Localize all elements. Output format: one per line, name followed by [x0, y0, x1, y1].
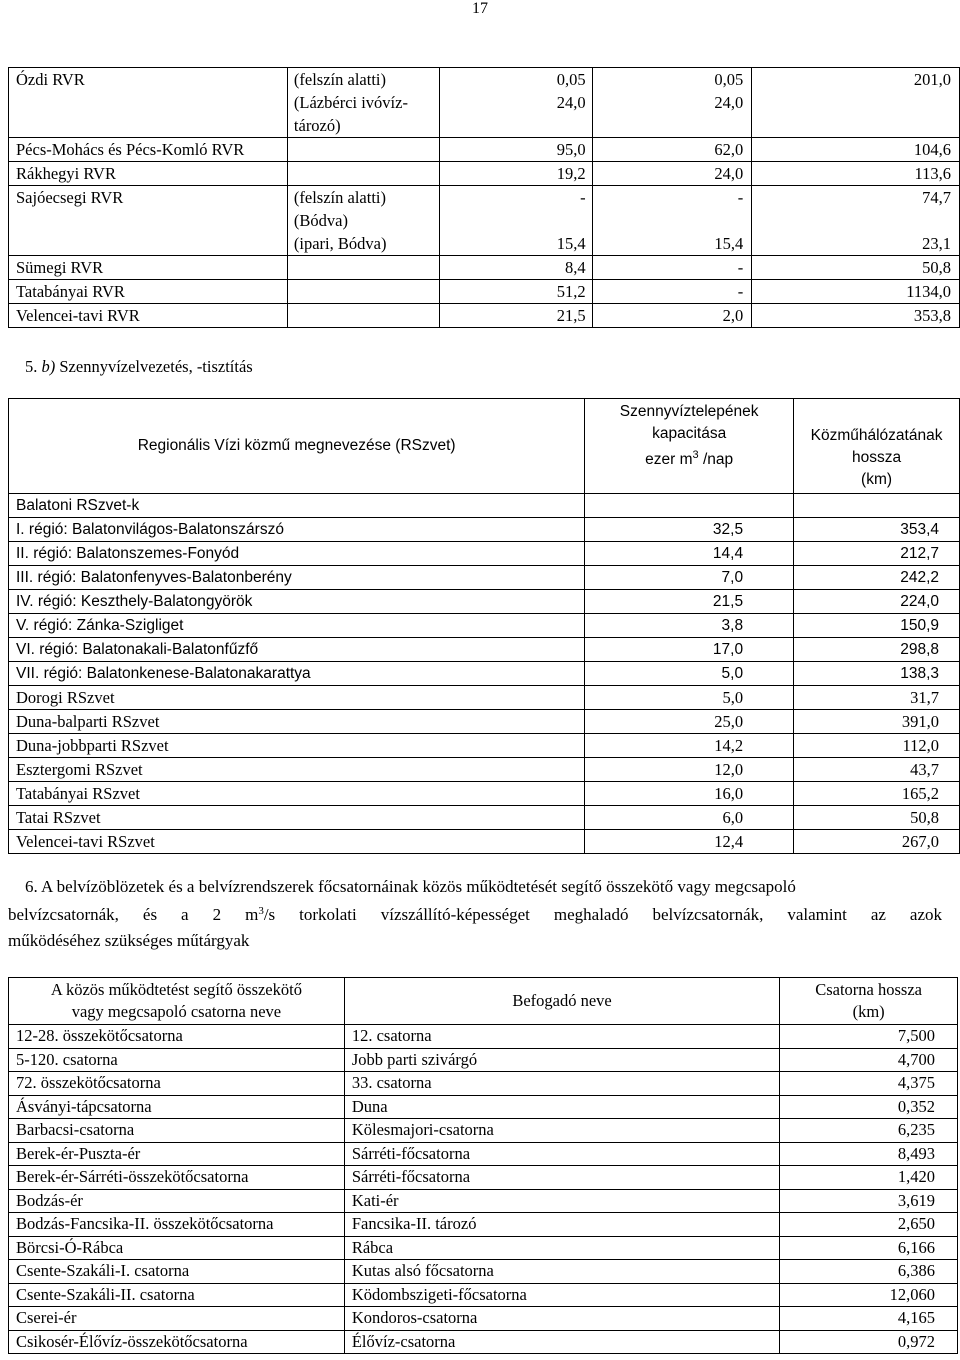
table-row: [9, 304, 960, 328]
empty-cell: [794, 494, 960, 518]
value-1-cell: -: [439, 186, 592, 210]
length-cell: 3,619: [780, 1189, 958, 1213]
canal-name-cell: 5-120. csatorna: [9, 1048, 345, 1072]
section-5b-heading: 5. b) Szennyvízelvezetés, -tisztítás: [25, 357, 253, 376]
table-row: [9, 1283, 958, 1307]
canal-name-cell: 12-28. összekötőcsatorna: [9, 1025, 345, 1049]
table-row: [9, 806, 960, 830]
utility-name-cell: Duna-balparti RSzvet: [9, 710, 585, 734]
value-3-cell: 353,8: [752, 304, 960, 328]
canal-name-cell: Csikosér-Élővíz-összekötőcsatorna: [9, 1330, 345, 1354]
value-1-cell: 15,4: [439, 232, 592, 256]
capacity-cell: 5,0: [585, 686, 794, 710]
table-row: [9, 1095, 958, 1119]
capacity-cell: 32,5: [585, 518, 794, 542]
capacity-cell: 14,2: [585, 734, 794, 758]
capacity-cell: 16,0: [585, 782, 794, 806]
length-cell: 4,700: [780, 1048, 958, 1072]
value-3-cell: 23,1: [752, 232, 960, 256]
value-2-cell: [592, 209, 752, 232]
table-row: [9, 68, 960, 92]
table-row: [9, 1119, 958, 1143]
utility-name-cell: Tatabányai RSzvet: [9, 782, 585, 806]
utility-name-cell: III. régió: Balatonfenyves-Balatonberény: [9, 566, 585, 590]
receiver-cell: Ködombszigeti-főcsatorna: [344, 1283, 779, 1307]
value-2-cell: [592, 114, 752, 138]
table-row: [9, 1213, 958, 1237]
table-row: [9, 518, 960, 542]
length-cell: 165,2: [794, 782, 960, 806]
utility-name-cell: V. régió: Zánka-Szigliget: [9, 614, 585, 638]
table-row: [9, 662, 960, 686]
table-row: [9, 638, 960, 662]
receiver-cell: Kati-ér: [344, 1189, 779, 1213]
table-row: [9, 1189, 958, 1213]
value-1-cell: 0,05: [439, 68, 592, 92]
length-cell: 50,8: [794, 806, 960, 830]
table-row: [9, 186, 960, 210]
receiver-cell: Rábca: [344, 1236, 779, 1260]
table-row: [9, 542, 960, 566]
receiver-cell: Sárréti-főcsatorna: [344, 1166, 779, 1190]
utility-name-cell: II. régió: Balatonszemes-Fonyód: [9, 542, 585, 566]
source-cell: [287, 162, 439, 186]
value-2-cell: 62,0: [592, 138, 752, 162]
group-label: Balatoni RSzvet-k: [9, 494, 585, 518]
canal-name-cell: Ásványi-tápcsatorna: [9, 1095, 345, 1119]
source-cell: (felszín alatti): [287, 68, 439, 92]
source-cell: [287, 138, 439, 162]
source-cell: tározó): [287, 114, 439, 138]
source-cell: (Lázbérci ivóvíz-: [287, 91, 439, 114]
utility-name-cell: Sajóecsegi RVR: [9, 186, 288, 210]
table-row: [9, 1260, 958, 1284]
utility-name-cell: Velencei-tavi RSzvet: [9, 830, 585, 854]
capacity-cell: 5,0: [585, 662, 794, 686]
table-row: [9, 232, 960, 256]
utility-name-cell: Esztergomi RSzvet: [9, 758, 585, 782]
receiver-cell: Duna: [344, 1095, 779, 1119]
value-1-cell: [439, 114, 592, 138]
capacity-cell: 7,0: [585, 566, 794, 590]
length-cell: 1,420: [780, 1166, 958, 1190]
canal-name-cell: Bodzás-ér: [9, 1189, 345, 1213]
empty-cell: [585, 494, 794, 518]
table-row: [9, 1236, 958, 1260]
receiver-cell: Jobb parti szivárgó: [344, 1048, 779, 1072]
table-row: [9, 162, 960, 186]
value-1-cell: 8,4: [439, 256, 592, 280]
header-utility-name: Regionális Vízi közmű megnevezése (RSzvet): [9, 399, 585, 494]
capacity-cell: 14,4: [585, 542, 794, 566]
value-3-cell: [752, 114, 960, 138]
length-cell: 0,972: [780, 1330, 958, 1354]
value-1-cell: 24,0: [439, 91, 592, 114]
value-2-cell: -: [592, 186, 752, 210]
value-3-cell: [752, 209, 960, 232]
value-2-cell: 15,4: [592, 232, 752, 256]
receiver-cell: Kutas alsó főcsatorna: [344, 1260, 779, 1284]
utility-name-cell: I. régió: Balatonvilágos-Balatonszárszó: [9, 518, 585, 542]
utility-name-cell: [9, 232, 288, 256]
source-cell: (ipari, Bódva): [287, 232, 439, 256]
header-capacity: Szennyvíztelepének kapacitása ezer $m^3$ /nap: [585, 399, 794, 494]
canal-name-cell: Bodzás-Fancsika-II. összekötőcsatorna: [9, 1213, 345, 1237]
table-row: [9, 1072, 958, 1096]
table-row: [9, 1048, 958, 1072]
table-row: [9, 590, 960, 614]
receiver-cell: 12. csatorna: [344, 1025, 779, 1049]
utility-name-cell: Duna-jobbparti RSzvet: [9, 734, 585, 758]
value-2-cell: -: [592, 256, 752, 280]
value-2-cell: 24,0: [592, 162, 752, 186]
header-canal-length: Csatorna hossza (km): [780, 978, 958, 1025]
utility-name-cell: Tatai RSzvet: [9, 806, 585, 830]
canal-name-cell: Barbacsi-csatorna: [9, 1119, 345, 1143]
length-cell: 0,352: [780, 1095, 958, 1119]
receiver-cell: Fancsika-II. tározó: [344, 1213, 779, 1237]
table-row: [9, 782, 960, 806]
length-cell: 267,0: [794, 830, 960, 854]
table-row: [9, 91, 960, 114]
canal-name-cell: Cserei-ér: [9, 1307, 345, 1331]
utility-name-cell: VI. régió: Balatonakali-Balatonfűzfő: [9, 638, 585, 662]
utility-name-cell: Velencei-tavi RVR: [9, 304, 288, 328]
value-1-cell: 19,2: [439, 162, 592, 186]
table-row: [9, 734, 960, 758]
length-cell: 2,650: [780, 1213, 958, 1237]
length-cell: 138,3: [794, 662, 960, 686]
utility-name-cell: [9, 114, 288, 138]
capacity-cell: 21,5: [585, 590, 794, 614]
capacity-cell: 25,0: [585, 710, 794, 734]
utility-name-cell: Dorogi RSzvet: [9, 686, 585, 710]
canal-table: [8, 977, 958, 1354]
water-utility-table: [8, 67, 960, 328]
canal-name-cell: Börcsi-Ó-Rábca: [9, 1236, 345, 1260]
canal-name-cell: Berek-ér-Sárréti-összekötőcsatorna: [9, 1166, 345, 1190]
header-canal-name: A közös működtetést segítő összekötő vagy megcsapoló csatorna neve: [9, 978, 345, 1025]
value-3-cell: 50,8: [752, 256, 960, 280]
table-row: [9, 758, 960, 782]
canal-name-cell: Csente-Szakáli-II. csatorna: [9, 1283, 345, 1307]
utility-name-cell: IV. régió: Keszthely-Balatongyörök: [9, 590, 585, 614]
value-3-cell: 113,6: [752, 162, 960, 186]
utility-name-cell: [9, 209, 288, 232]
length-cell: 31,7: [794, 686, 960, 710]
utility-name-cell: Sümegi RVR: [9, 256, 288, 280]
canal-name-cell: 72. összekötőcsatorna: [9, 1072, 345, 1096]
utility-name-cell: Tatabányai RVR: [9, 280, 288, 304]
sewage-table: [8, 398, 960, 854]
canal-name-cell: Berek-ér-Puszta-ér: [9, 1142, 345, 1166]
length-cell: 6,386: [780, 1260, 958, 1284]
length-cell: 112,0: [794, 734, 960, 758]
value-3-cell: [752, 91, 960, 114]
table-row: [9, 1166, 958, 1190]
utility-name-cell: Rákhegyi RVR: [9, 162, 288, 186]
section-6-paragraph: 6. A belvízöblözetek és a belvízrendszerek főcsatornáinak közös működtetését segítő összekötő vagy megcsapoló belvízcsatornák, és a 2 $m^3/s$ torkolati vízszállító-képességet meghaladó belvízcsatornák, valamint az azok működéséhez szükséges műtárgyak: [8, 877, 942, 950]
table-row: [9, 1307, 958, 1331]
length-cell: 6,166: [780, 1236, 958, 1260]
receiver-cell: 33. csatorna: [344, 1072, 779, 1096]
table-row: [9, 494, 960, 518]
table-row: [9, 710, 960, 734]
utility-name-cell: [9, 91, 288, 114]
length-cell: 12,060: [780, 1283, 958, 1307]
capacity-cell: 12,4: [585, 830, 794, 854]
source-cell: [287, 304, 439, 328]
canal-name-cell: Csente-Szakáli-I. csatorna: [9, 1260, 345, 1284]
length-cell: 391,0: [794, 710, 960, 734]
value-3-cell: 201,0: [752, 68, 960, 92]
table-row: [9, 614, 960, 638]
length-cell: 8,493: [780, 1142, 958, 1166]
value-3-cell: 74,7: [752, 186, 960, 210]
receiver-cell: Élővíz-csatorna: [344, 1330, 779, 1354]
utility-name-cell: VII. régió: Balatonkenese-Balatonakarattya: [9, 662, 585, 686]
table-row: [9, 114, 960, 138]
page-number: 17: [472, 0, 488, 17]
capacity-cell: 3,8: [585, 614, 794, 638]
source-cell: [287, 256, 439, 280]
value-1-cell: [439, 209, 592, 232]
table-row: [9, 830, 960, 854]
source-cell: (Bódva): [287, 209, 439, 232]
length-cell: 150,9: [794, 614, 960, 638]
receiver-cell: Kölesmajori-csatorna: [344, 1119, 779, 1143]
utility-name-cell: Pécs-Mohács és Pécs-Komló RVR: [9, 138, 288, 162]
value-2-cell: 0,05: [592, 68, 752, 92]
table-row: [9, 1330, 958, 1354]
length-cell: 212,7: [794, 542, 960, 566]
source-cell: (felszín alatti): [287, 186, 439, 210]
table-row: [9, 209, 960, 232]
length-cell: 353,4: [794, 518, 960, 542]
table-row: [9, 1142, 958, 1166]
length-cell: 242,2: [794, 566, 960, 590]
receiver-cell: Sárréti-főcsatorna: [344, 1142, 779, 1166]
value-3-cell: 104,6: [752, 138, 960, 162]
length-cell: 224,0: [794, 590, 960, 614]
value-2-cell: 24,0: [592, 91, 752, 114]
length-cell: 43,7: [794, 758, 960, 782]
value-1-cell: 95,0: [439, 138, 592, 162]
value-1-cell: 51,2: [439, 280, 592, 304]
source-cell: [287, 280, 439, 304]
value-2-cell: -: [592, 280, 752, 304]
table-row: [9, 566, 960, 590]
table-row: [9, 1025, 958, 1049]
value-2-cell: 2,0: [592, 304, 752, 328]
capacity-cell: 17,0: [585, 638, 794, 662]
length-cell: 4,165: [780, 1307, 958, 1331]
header-network-length: Közműhálózatának hossza (km): [794, 399, 960, 494]
capacity-cell: 6,0: [585, 806, 794, 830]
length-cell: 4,375: [780, 1072, 958, 1096]
utility-name-cell: Ózdi RVR: [9, 68, 288, 92]
capacity-cell: 12,0: [585, 758, 794, 782]
length-cell: 6,235: [780, 1119, 958, 1143]
header-receiver-name: Befogadó neve: [344, 978, 779, 1025]
table-row: [9, 686, 960, 710]
table-row: [9, 138, 960, 162]
length-cell: 7,500: [780, 1025, 958, 1049]
table-row: [9, 256, 960, 280]
table-row: [9, 280, 960, 304]
receiver-cell: Kondoros-csatorna: [344, 1307, 779, 1331]
length-cell: 298,8: [794, 638, 960, 662]
value-3-cell: 1134,0: [752, 280, 960, 304]
value-1-cell: 21,5: [439, 304, 592, 328]
